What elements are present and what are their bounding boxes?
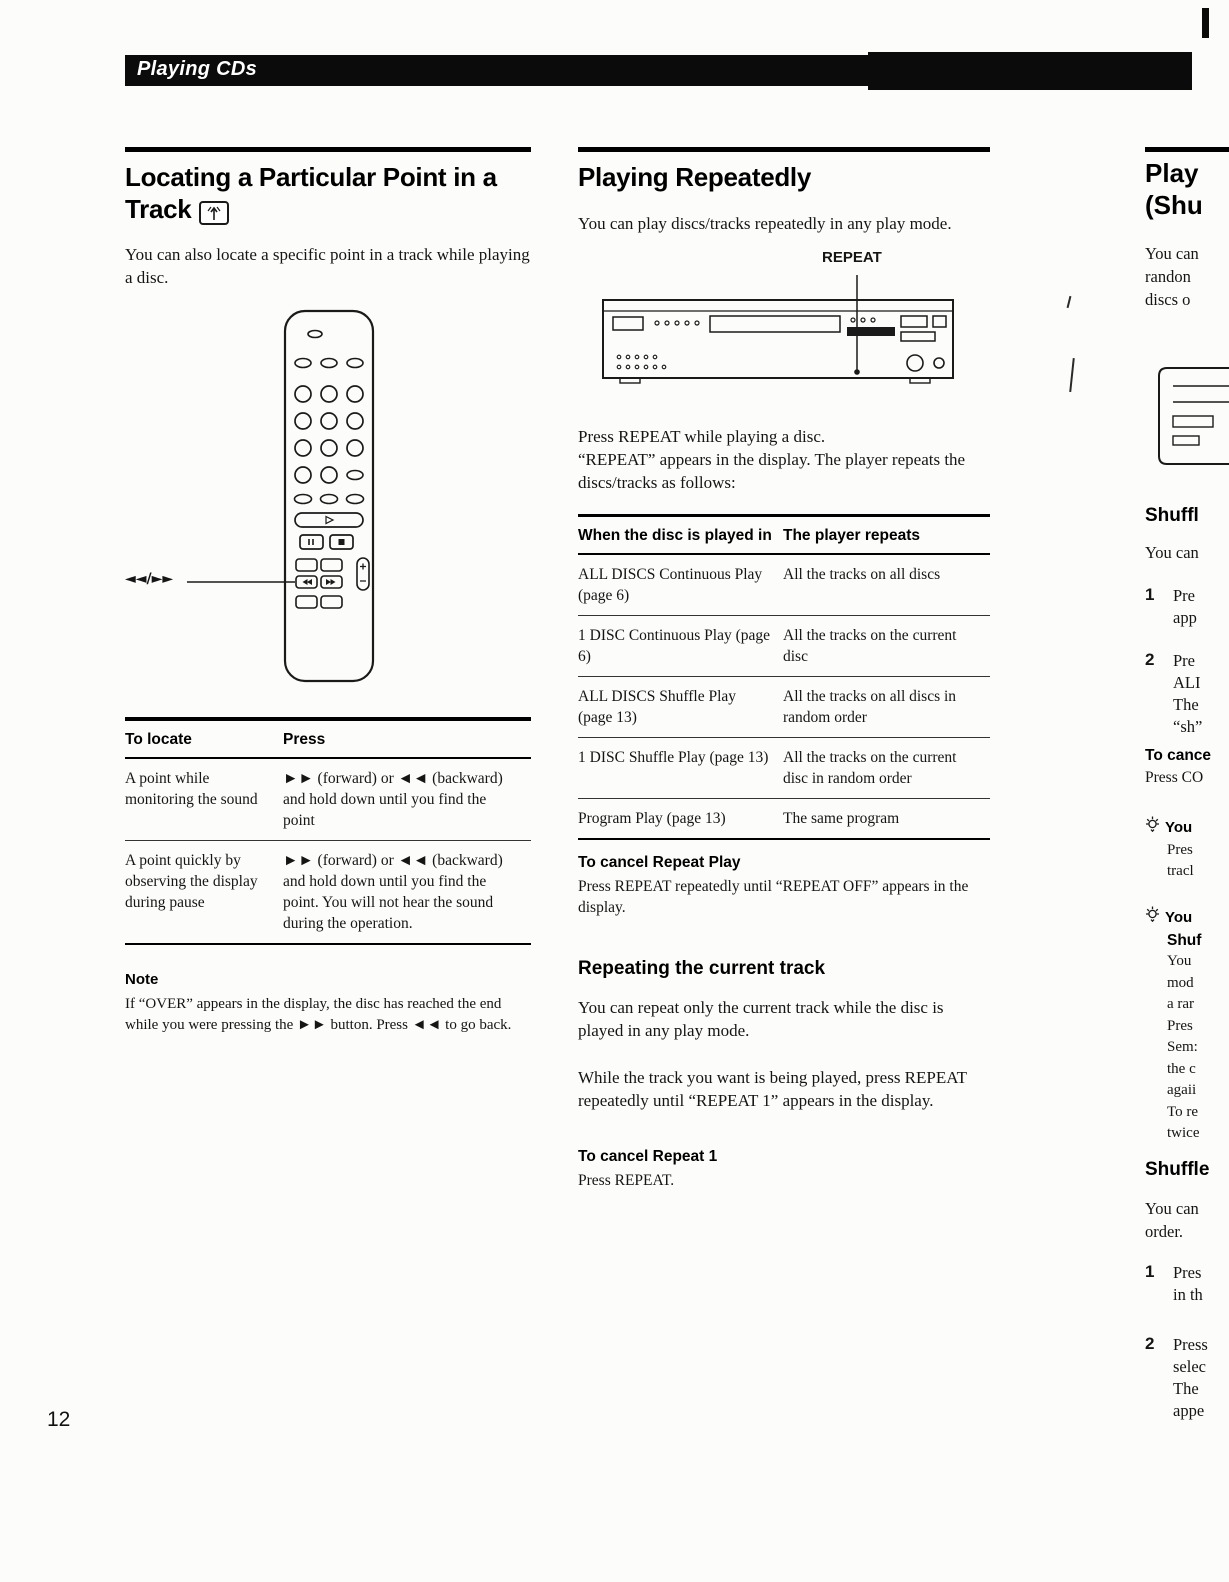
section-rule (125, 147, 531, 152)
left-column (125, 147, 531, 1036)
table-row (578, 555, 990, 616)
mode-cell: 1 DISC Shuffle Play (page 13) (578, 748, 769, 766)
subsection-title-repeat-current: Repeating the current track (578, 957, 826, 979)
tip-line: agaii (1167, 1082, 1197, 1098)
table-row (578, 738, 990, 799)
table-row (578, 616, 990, 677)
step-line: “sh” (1173, 717, 1203, 736)
intro-paragraph: You can play discs/tracks repeatedly in any play mode. (578, 213, 952, 233)
title-line-1: Locating a Particular Point in a (125, 162, 497, 192)
remote-control-icon (199, 201, 229, 225)
step-number: 1 (1145, 1262, 1155, 1281)
cancel-repeat-title: To cancel Repeat Play (578, 853, 741, 871)
step-number: 2 (1145, 650, 1155, 669)
section-rule (578, 147, 990, 152)
intro-line: You can (1145, 244, 1199, 263)
tip-line: Pres (1167, 1017, 1193, 1034)
intro-paragraph-cut (1145, 242, 1199, 311)
repeat-button-callout: REPEAT (822, 248, 882, 266)
table-row (578, 677, 990, 738)
locate-table (125, 717, 531, 945)
tip-line: Pres (1167, 841, 1193, 858)
right-column-cutoff (1145, 147, 1229, 1447)
column-header: To locate (125, 731, 192, 749)
table-row (125, 841, 531, 945)
step-item (1145, 585, 1197, 629)
title-line-1: Play (1145, 158, 1199, 188)
repeats-cell: The same program (783, 809, 900, 827)
step-line: The (1173, 1379, 1199, 1398)
repeats-cell: All the tracks on the current disc in random order (783, 748, 957, 787)
page-number: 12 (47, 1408, 71, 1431)
step-item (1145, 1334, 1208, 1422)
step-number: 1 (1145, 585, 1155, 604)
tip-line: Sem: (1167, 1039, 1198, 1055)
tip-block (1145, 815, 1194, 883)
scan-artifact (1202, 8, 1209, 38)
table-row (125, 759, 531, 841)
step-line: app (1173, 608, 1197, 627)
article-title-repeat: Playing Repeatedly (578, 162, 812, 192)
intro-line: randon (1145, 267, 1191, 286)
mode-cell: ALL DISCS Shuffle Play (page 13) (578, 687, 737, 726)
tip-title: You (1165, 908, 1193, 926)
subsection-paragraph-2: While the track you want is being played, press REPEAT repeatedly until “REPEAT 1” appears in the display. (578, 1067, 967, 1110)
cancel-title-cut: To cance (1145, 747, 1212, 764)
tip-title-line-2: Shuf (1167, 931, 1202, 949)
repeat-table-header (578, 517, 990, 555)
press-cell: ►► (forward) or ◄◄ (backward) and hold down until you find the point. You will not hear the sound during the operation. (283, 852, 503, 933)
repeat-table (578, 514, 990, 840)
press-cell: ►► (forward) or ◄◄ (backward) and hold down until you find the point (283, 770, 503, 830)
cancel-repeat-1-title: To cancel Repeat 1 (578, 1147, 718, 1165)
body-line: order. (1145, 1222, 1184, 1241)
title-line-2: Track (125, 193, 192, 224)
step-line: Pre (1173, 651, 1195, 670)
step-line: appe (1173, 1401, 1205, 1420)
article-title-locating (125, 162, 531, 225)
to-locate-cell: A point while monitoring the sound (125, 770, 258, 809)
mode-cell: 1 DISC Continuous Play (page 6) (578, 626, 771, 665)
column-header: When the disc is played in (578, 526, 772, 544)
step-line: Pre (1173, 586, 1195, 605)
step-line: in th (1173, 1285, 1203, 1304)
body-line: You can (1145, 1199, 1199, 1218)
lightbulb-tip-icon (1145, 905, 1160, 930)
step-line: Press (1173, 1335, 1208, 1354)
tip-block (1145, 905, 1201, 1145)
locate-table-header (125, 721, 531, 759)
step-item (1145, 1262, 1203, 1306)
tip-title: You (1165, 818, 1193, 836)
step-item (1145, 650, 1202, 738)
column-header: The player repeats (783, 526, 920, 544)
remote-control-figure (125, 307, 531, 689)
intro-paragraph: You can also locate a specific point in a track while playing a disc. (125, 245, 530, 288)
after-figure-line-2: “REPEAT” appears in the display. The player repeats the discs/tracks as follows: (578, 449, 966, 492)
repeats-cell: All the tracks on all discs (783, 565, 941, 583)
cutoff-device-drawing (1145, 362, 1229, 472)
subsection-body-cut (1145, 1197, 1199, 1243)
step-line: selec (1173, 1357, 1206, 1376)
step-number: 2 (1145, 1334, 1155, 1353)
remote-control-drawing (125, 307, 425, 687)
intro-line: discs o (1145, 290, 1191, 309)
middle-column (578, 147, 990, 1191)
note-title: Note (125, 971, 159, 989)
after-figure-line-1: Press REPEAT while playing a disc. (578, 426, 826, 446)
table-row (578, 799, 990, 840)
note-block (125, 971, 531, 1036)
page-header-bar (125, 55, 1192, 86)
column-header: Press (283, 731, 326, 749)
mode-cell: Program Play (page 13) (578, 809, 726, 827)
cancel-repeat-1-body: Press REPEAT. (578, 1171, 675, 1189)
search-buttons-callout: ◄◄/►► (125, 571, 174, 588)
scan-artifact (1067, 296, 1072, 308)
subsection-body-cut: You can (1145, 543, 1199, 562)
tip-line: a rar (1167, 996, 1195, 1012)
article-title-shuffle-cut (1145, 157, 1203, 221)
step-line: The (1173, 695, 1199, 714)
cd-player-figure (578, 249, 990, 409)
step-line: Pres (1173, 1263, 1202, 1282)
cancel-repeat-block (578, 854, 990, 918)
cancel-body-cut: Press CO (1145, 769, 1204, 786)
repeats-cell: All the tracks on all discs in random order (783, 687, 957, 726)
tip-line: the c (1167, 1060, 1196, 1077)
step-line: ALI (1173, 673, 1201, 692)
lightbulb-tip-icon (1145, 815, 1160, 840)
note-body: If “OVER” appears in the display, the disc has reached the end while you were pressing the ►► button. Press ◄◄ to go back. (125, 996, 512, 1034)
tip-line: twice (1167, 1125, 1200, 1141)
cutoff-device-figure (1145, 362, 1229, 477)
cd-player-drawing (595, 275, 965, 407)
scan-artifact (1069, 358, 1074, 392)
cancel-block-cut (1145, 747, 1211, 787)
chapter-title: Playing CDs (137, 58, 257, 80)
subsection-title-shuffle-cut: Shuffle (1145, 1159, 1210, 1180)
after-figure-paragraph (578, 425, 990, 494)
tip-line: You (1167, 953, 1192, 969)
subsection-title-cut: Shuffl (1145, 505, 1199, 526)
to-locate-cell: A point quickly by observing the display during pause (125, 852, 258, 912)
tip-line: mod (1167, 974, 1194, 991)
cancel-repeat-1-block (578, 1148, 990, 1191)
tip-line: To re (1167, 1103, 1199, 1120)
cancel-repeat-body: Press REPEAT repeatedly until “REPEAT OFF” appears in the display. (578, 877, 969, 916)
mode-cell: ALL DISCS Continuous Play (page 6) (578, 565, 763, 604)
subsection-paragraph-1: You can repeat only the current track while the disc is played in any play mode. (578, 997, 944, 1040)
title-line-2: (Shu (1145, 190, 1203, 220)
section-rule (1145, 147, 1229, 152)
tip-line: tracl (1167, 863, 1194, 879)
repeats-cell: All the tracks on the current disc (783, 626, 957, 665)
